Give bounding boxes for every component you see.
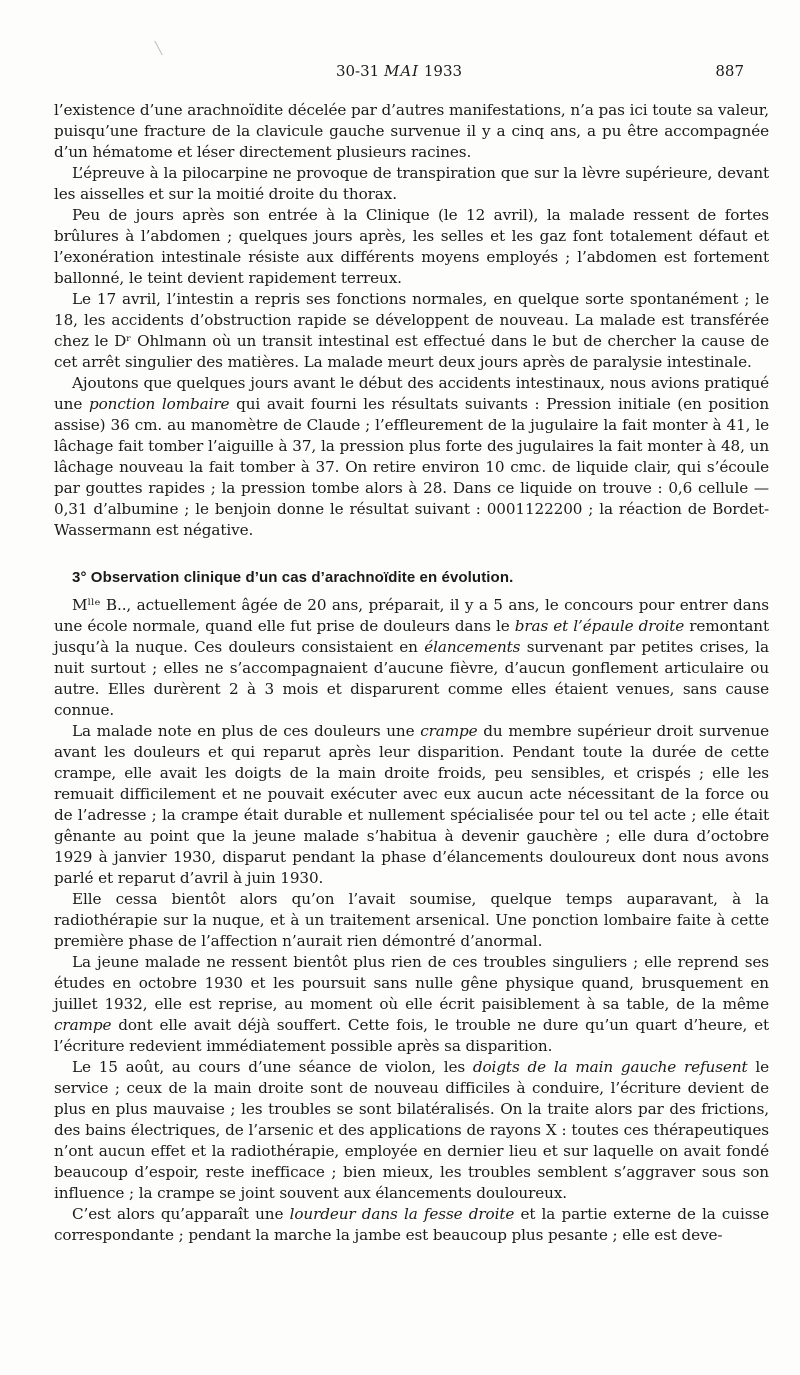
running-header: [54, 62, 744, 84]
text-run: survenant par petites crises, la nuit surtout ; elles ne s’accompagnaient d’aucune fièvre, d’aucun gonflement articulaire ou autre. Elles durèrent 2 à 3 mois et disparurent comme elles étaient venues, sans cause connue.: [54, 638, 770, 719]
header-date-year: 1933: [419, 62, 463, 80]
text-run: dont elle avait déjà souffert. Cette fois, le trouble ne dure qu’un quart d’heure, et l’écriture redevient immédiatement possible après sa disparition.: [54, 1016, 769, 1055]
paragraphs-after-heading: [54, 595, 769, 1246]
italic-run: crampe: [54, 1016, 112, 1034]
text-run: l’existence d’une arachnoïdite décelée par d’autres manifestations, n’a pas ici toute sa valeur, puisqu’une fracture de la clavicule gauche survenue il y a cinq ans, a pu être accompagnée d’un hématome et léser directement plusieurs racines.: [54, 101, 769, 161]
text-run: Ajoutons que quelques jours avant le début des accidents intestinaux, nous avions pratiqué une: [54, 374, 769, 413]
header-date-month: MAI: [383, 62, 420, 80]
paragraph: [54, 721, 769, 889]
paragraph: [54, 889, 769, 952]
text-run: et la partie externe de la cuisse correspondante ; pendant la marche la jambe est beaucoup plus pesante ; elle est deve-: [54, 1205, 770, 1244]
text-run: le service ; ceux de la main droite sont de nouveau difficiles à conduire, l’écriture devient de plus en plus mauvaise ; les troubles se sont bilatéralisés. On la traite alors par des frictions, des bains électriques, de l’arsenic et des applications de rayons X : toutes ces thérapeutiques n’ont aucun effet et la radiothérapie, employée en dernier lieu et sur laquelle on avait fondé beaucoup d’espoir, reste inefficace ; bien mieux, les troubles semblent s’aggraver sous son influence ; la crampe se joint souvent aux élancements douloureux.: [54, 1058, 770, 1202]
body-text: [54, 100, 769, 1246]
text-run: Le 15 août, au cours d’une séance de violon, les: [72, 1058, 473, 1076]
italic-run: ponction lombaire: [88, 395, 230, 413]
paragraph: [54, 163, 769, 205]
paragraph: [54, 1204, 769, 1246]
text-run: C’est alors qu’apparaît une: [72, 1205, 290, 1223]
italic-run: crampe: [420, 722, 478, 740]
italic-run: bras et l’épaule droite: [514, 617, 685, 635]
italic-run: doigts de la main gauche refusent: [472, 1058, 748, 1076]
text-run: L’épreuve à la pilocarpine ne provoque de transpiration que sur la lèvre supérieure, devant les aisselles et sur la moitié droite du thorax.: [54, 164, 769, 203]
page-number: 887: [715, 62, 744, 80]
text-run: remontant jusqu’à la nuque. Ces douleurs consistaient en: [54, 617, 769, 656]
paragraph: [54, 100, 769, 163]
text-run: Mˡˡᵉ B.., actuellement âgée de 20 ans, préparait, il y a 5 ans, le concours pour entrer dans une école normale, quand elle fut prise de douleurs dans le: [54, 596, 769, 635]
header-date: [54, 62, 744, 80]
text-run: Elle cessa bientôt alors qu’on l’avait soumise, quelque temps auparavant, à la radiothérapie sur la nuque, et à un traitement arsenical. Une ponction lombaire faite à cette première phase de l’affection n’aurait rien démontré d’anormal.: [54, 890, 769, 950]
text-run: Le 17 avril, l’intestin a repris ses fonctions normales, en quelque sorte spontanément ; le 18, les accidents d’obstruction rapide se développent de nouveau. La malade est transférée chez le Dʳ Ohlmann où un transit intestinal est effectué dans le but de chercher la cause de cet arrêt singulier des matières. La malade meurt deux jours après de paralysie intestinale.: [54, 290, 769, 371]
paragraphs-before-heading: [54, 100, 769, 541]
paragraph: [54, 289, 769, 373]
stray-mark: [154, 41, 162, 56]
header-date-prefix: 30-31: [335, 62, 384, 80]
paragraph: [54, 373, 769, 541]
text-run: La malade note en plus de ces douleurs une: [72, 722, 421, 740]
italic-run: élancements: [424, 638, 521, 656]
paragraph: [54, 595, 769, 721]
text-run: Peu de jours après son entrée à la Clinique (le 12 avril), la malade ressent de fortes brûlures à l’abdomen ; quelques jours après, les selles et les gaz font totalement défaut et l’exonération intestinale résiste aux différents moyens employés ; l’abdomen est fortement ballonné, le teint devient rapidement terreux.: [54, 206, 769, 287]
italic-run: lourdeur dans la fesse droite: [289, 1205, 515, 1223]
text-run: du membre supérieur droit survenue avant les douleurs et qui reparut après leur disparition. Pendant toute la durée de cette crampe, elle avait les doigts de la main droite froids, peu sensibles, et crispés ; elle les remuait difficilement et ne pouvait exécuter avec eux aucun acte nécessitant de la force ou de l’adresse ; la crampe était durable et nullement spécialisée pour tel ou tel acte ; elle était gênante au point que la jeune malade s’habitua à devenir gauchère ; elle dura d’octobre 1929 à janvier 1930, disparut pendant la phase d’élancements douloureux dont nous avons parlé et reparut d’avril à juin 1930.: [54, 722, 769, 887]
text-run: La jeune malade ne ressent bientôt plus rien de ces troubles singuliers ; elle reprend ses études en octobre 1930 et les poursuit sans nulle gêne physique quand, brusquement en juillet 1932, elle est reprise, au moment où elle écrit paisiblement à sa table, de la même: [54, 953, 769, 1013]
paragraph: [54, 1057, 769, 1204]
section-heading: 3° Observation clinique d’un cas d’arachnoïdite en évolution.: [72, 569, 514, 586]
paragraph: [54, 205, 769, 289]
text-run: qui avait fourni les résultats suivants : Pression initiale (en position assise) 36 cm. au manomètre de Claude ; l’effleurement de la jugulaire la fait monter à 41, le lâchage fait tomber l’aiguille à 37, la pression plus forte des jugulaires la fait monter à 48, un lâchage nouveau la fait tomber à 37. On retire environ 10 cmc. de liquide clair, qui s’écoule par gouttes rapides ; la pression tombe alors à 28. Dans ce liquide on trouve : 0,6 cellule — 0,31 d’albumine ; le benjoin donne le résultat suivant : 0001122200 ; la réaction de Bordet-Wassermann est négative.: [54, 395, 769, 539]
paragraph: [54, 952, 769, 1057]
